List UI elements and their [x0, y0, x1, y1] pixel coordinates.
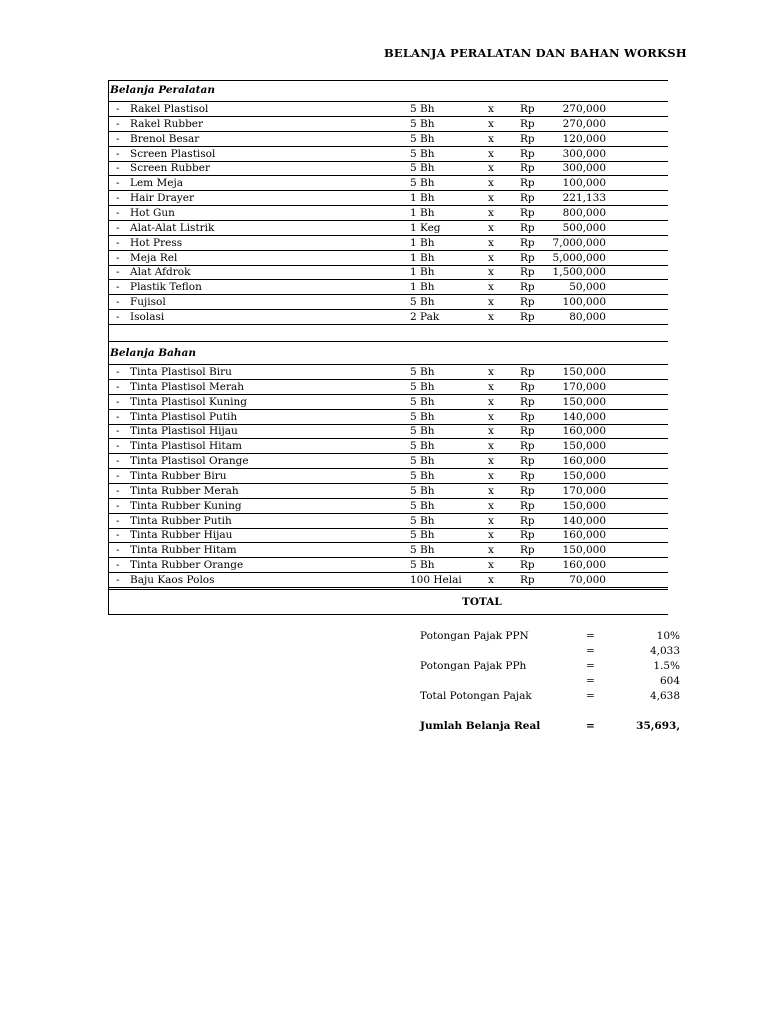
table-row [108, 161, 668, 176]
item-quantity: 5 Bh [410, 410, 435, 423]
table-row [108, 469, 668, 484]
item-name: Tinta Rubber Hitam [130, 544, 237, 557]
item-quantity: 1 Bh [410, 251, 435, 264]
row-divider [108, 324, 668, 325]
multiply-sign: x [488, 162, 494, 175]
equals-sign: = [586, 660, 595, 672]
bullet-dash: - [116, 132, 120, 145]
table-row [108, 147, 668, 162]
currency-label: Rp [520, 206, 535, 219]
item-name: Hot Press [130, 236, 183, 249]
item-name: Hot Gun [130, 206, 175, 219]
item-quantity: 5 Bh [410, 469, 435, 482]
summary-value: 4,638 [649, 690, 680, 702]
table-row [108, 380, 668, 395]
item-quantity: 5 Bh [410, 177, 435, 190]
currency-label: Rp [520, 544, 535, 557]
multiply-sign: x [488, 310, 494, 323]
total-top-line [108, 589, 668, 590]
multiply-sign: x [488, 380, 494, 393]
item-quantity: 5 Bh [410, 499, 435, 512]
item-name: Tinta Rubber Orange [130, 559, 244, 572]
multiply-sign: x [488, 484, 494, 497]
item-quantity: 5 Bh [410, 484, 435, 497]
bullet-dash: - [116, 573, 120, 586]
currency-label: Rp [520, 221, 535, 234]
currency-label: Rp [520, 296, 535, 309]
item-price: 80,000 [569, 310, 606, 323]
item-quantity: 5 Bh [410, 529, 435, 542]
item-name: Meja Rel [130, 251, 178, 264]
item-price: 70,000 [569, 573, 606, 586]
item-name: Tinta Rubber Putih [130, 514, 232, 527]
item-price: 270,000 [562, 117, 606, 130]
bullet-dash: - [116, 410, 120, 423]
multiply-sign: x [488, 132, 494, 145]
currency-label: Rp [520, 103, 535, 115]
item-quantity: 2 Pak [410, 310, 440, 323]
item-quantity: 5 Bh [410, 366, 435, 378]
section-heading-bahan: Belanja Bahan [110, 347, 196, 359]
item-name: Tinta Plastisol Putih [130, 410, 238, 423]
table-row [108, 265, 668, 280]
table-row [108, 295, 668, 310]
equals-sign: = [586, 675, 595, 687]
multiply-sign: x [488, 117, 494, 130]
item-quantity: 5 Bh [410, 117, 435, 130]
multiply-sign: x [488, 366, 494, 378]
summary-label: Potongan Pajak PPN [420, 630, 529, 642]
equals-sign: = [586, 630, 595, 642]
summary-value: 4,033 [649, 645, 680, 657]
bullet-dash: - [116, 236, 120, 249]
summary-row [420, 644, 680, 658]
currency-label: Rp [520, 132, 535, 145]
item-price: 150,000 [562, 395, 606, 408]
bullet-dash: - [116, 162, 120, 175]
item-price: 170,000 [562, 380, 606, 393]
currency-label: Rp [520, 573, 535, 586]
table-row [108, 573, 668, 588]
table-row [108, 251, 668, 266]
item-price: 160,000 [562, 455, 606, 468]
equals-sign: = [586, 690, 595, 702]
total-label: TOTAL [462, 596, 502, 608]
summary-value: 10% [656, 630, 680, 642]
summary-row [420, 629, 680, 643]
item-quantity: 5 Bh [410, 425, 435, 438]
section-divider [108, 341, 668, 342]
item-name: Rakel Rubber [130, 117, 204, 130]
item-name: Screen Rubber [130, 162, 210, 175]
bullet-dash: - [116, 425, 120, 438]
item-name: Hair Drayer [130, 192, 194, 205]
table-row [108, 365, 668, 380]
item-name: Screen Plastisol [130, 147, 216, 160]
bullet-dash: - [116, 251, 120, 264]
item-price: 500,000 [562, 221, 606, 234]
summary-value: 35,693, [636, 720, 680, 732]
bullet-dash: - [116, 192, 120, 205]
bullet-dash: - [116, 544, 120, 557]
bullet-dash: - [116, 206, 120, 219]
multiply-sign: x [488, 281, 494, 294]
table-row [108, 310, 668, 325]
item-name: Fujisol [130, 296, 166, 309]
currency-label: Rp [520, 425, 535, 438]
bullet-dash: - [116, 469, 120, 482]
currency-label: Rp [520, 192, 535, 205]
table-row [108, 117, 668, 132]
item-quantity: 5 Bh [410, 544, 435, 557]
item-name: Tinta Plastisol Biru [130, 366, 232, 378]
bullet-dash: - [116, 514, 120, 527]
table-row [108, 499, 668, 514]
item-quantity: 5 Bh [410, 296, 435, 309]
multiply-sign: x [488, 544, 494, 557]
item-price: 140,000 [562, 410, 606, 423]
equals-sign: = [586, 720, 595, 732]
table-top-line [108, 80, 668, 81]
item-price: 150,000 [562, 469, 606, 482]
item-price: 7,000,000 [552, 236, 606, 249]
item-price: 800,000 [562, 206, 606, 219]
multiply-sign: x [488, 266, 494, 279]
item-quantity: 5 Bh [410, 103, 435, 115]
multiply-sign: x [488, 236, 494, 249]
item-name: Alat-Alat Listrik [130, 221, 215, 234]
item-price: 270,000 [562, 103, 606, 115]
multiply-sign: x [488, 559, 494, 572]
item-price: 120,000 [562, 132, 606, 145]
table-row [108, 424, 668, 439]
multiply-sign: x [488, 177, 494, 190]
bullet-dash: - [116, 366, 120, 378]
currency-label: Rp [520, 395, 535, 408]
summary-value: 1.5% [653, 660, 680, 672]
item-quantity: 5 Bh [410, 395, 435, 408]
table-row [108, 514, 668, 529]
bullet-dash: - [116, 103, 120, 115]
item-quantity: 100 Helai [410, 573, 462, 586]
table-row [108, 454, 668, 469]
multiply-sign: x [488, 440, 494, 453]
currency-label: Rp [520, 380, 535, 393]
bullet-dash: - [116, 440, 120, 453]
multiply-sign: x [488, 499, 494, 512]
bullet-dash: - [116, 221, 120, 234]
table-row [108, 484, 668, 499]
multiply-sign: x [488, 206, 494, 219]
currency-label: Rp [520, 499, 535, 512]
item-quantity: 5 Bh [410, 455, 435, 468]
summary-label: Jumlah Belanja Real [420, 720, 541, 732]
multiply-sign: x [488, 410, 494, 423]
bullet-dash: - [116, 529, 120, 542]
currency-label: Rp [520, 236, 535, 249]
currency-label: Rp [520, 514, 535, 527]
item-price: 100,000 [562, 296, 606, 309]
currency-label: Rp [520, 440, 535, 453]
multiply-sign: x [488, 573, 494, 586]
item-name: Tinta Rubber Biru [130, 469, 227, 482]
item-name: Tinta Rubber Merah [130, 484, 239, 497]
summary-label: Potongan Pajak PPh [420, 660, 527, 672]
item-quantity: 5 Bh [410, 132, 435, 145]
item-quantity: 1 Bh [410, 281, 435, 294]
bullet-dash: - [116, 484, 120, 497]
page-title: BELANJA PERALATAN DAN BAHAN WORKSH [384, 46, 687, 60]
item-name: Tinta Rubber Kuning [130, 499, 242, 512]
table-row [108, 410, 668, 425]
summary-value: 604 [659, 675, 680, 687]
multiply-sign: x [488, 296, 494, 309]
multiply-sign: x [488, 395, 494, 408]
bullet-dash: - [116, 395, 120, 408]
currency-label: Rp [520, 162, 535, 175]
item-price: 100,000 [562, 177, 606, 190]
currency-label: Rp [520, 251, 535, 264]
currency-label: Rp [520, 281, 535, 294]
item-price: 150,000 [562, 366, 606, 378]
table-row [108, 558, 668, 573]
item-price: 150,000 [562, 544, 606, 557]
multiply-sign: x [488, 514, 494, 527]
item-name: Brenol Besar [130, 132, 200, 145]
item-name: Isolasi [130, 310, 165, 323]
table-row [108, 191, 668, 206]
summary-row [420, 719, 680, 733]
item-name: Plastik Teflon [130, 281, 202, 294]
item-price: 1,500,000 [552, 266, 606, 279]
currency-label: Rp [520, 117, 535, 130]
item-quantity: 1 Bh [410, 192, 435, 205]
summary-row [420, 689, 680, 703]
table-row [108, 236, 668, 251]
table-row [108, 206, 668, 221]
bullet-dash: - [116, 559, 120, 572]
item-price: 160,000 [562, 425, 606, 438]
table-row [108, 528, 668, 543]
equals-sign: = [586, 645, 595, 657]
currency-label: Rp [520, 177, 535, 190]
item-name: Lem Meja [130, 177, 183, 190]
multiply-sign: x [488, 147, 494, 160]
multiply-sign: x [488, 455, 494, 468]
table-row [108, 439, 668, 454]
bullet-dash: - [116, 310, 120, 323]
currency-label: Rp [520, 455, 535, 468]
item-price: 300,000 [562, 147, 606, 160]
item-quantity: 5 Bh [410, 147, 435, 160]
currency-label: Rp [520, 266, 535, 279]
bullet-dash: - [116, 296, 120, 309]
bullet-dash: - [116, 455, 120, 468]
summary-row [420, 674, 680, 688]
multiply-sign: x [488, 251, 494, 264]
item-price: 170,000 [562, 484, 606, 497]
item-name: Tinta Plastisol Hitam [130, 440, 242, 453]
summary-row [420, 659, 680, 673]
currency-label: Rp [520, 469, 535, 482]
item-price: 140,000 [562, 514, 606, 527]
table-row [108, 221, 668, 236]
table-row [108, 280, 668, 295]
bullet-dash: - [116, 380, 120, 393]
item-price: 50,000 [569, 281, 606, 294]
item-name: Baju Kaos Polos [130, 573, 215, 586]
currency-label: Rp [520, 310, 535, 323]
item-quantity: 5 Bh [410, 514, 435, 527]
item-name: Tinta Plastisol Hijau [130, 425, 238, 438]
item-price: 160,000 [562, 529, 606, 542]
item-quantity: 1 Keg [410, 221, 441, 234]
currency-label: Rp [520, 366, 535, 378]
item-name: Tinta Plastisol Kuning [130, 395, 247, 408]
row-divider [108, 587, 668, 588]
bullet-dash: - [116, 266, 120, 279]
currency-label: Rp [520, 147, 535, 160]
item-quantity: 5 Bh [410, 440, 435, 453]
multiply-sign: x [488, 192, 494, 205]
table-row [108, 395, 668, 410]
item-quantity: 1 Bh [410, 206, 435, 219]
item-price: 150,000 [562, 499, 606, 512]
item-name: Tinta Plastisol Merah [130, 380, 245, 393]
item-price: 5,000,000 [552, 251, 606, 264]
bullet-dash: - [116, 147, 120, 160]
bullet-dash: - [116, 281, 120, 294]
summary-label: Total Potongan Pajak [420, 690, 532, 702]
item-price: 221,133 [562, 192, 606, 205]
item-quantity: 1 Bh [410, 266, 435, 279]
table-row [108, 132, 668, 147]
item-price: 300,000 [562, 162, 606, 175]
table-row [108, 102, 668, 117]
currency-label: Rp [520, 410, 535, 423]
item-name: Tinta Rubber Hijau [130, 529, 233, 542]
multiply-sign: x [488, 469, 494, 482]
multiply-sign: x [488, 221, 494, 234]
multiply-sign: x [488, 425, 494, 438]
multiply-sign: x [488, 103, 494, 115]
multiply-sign: x [488, 529, 494, 542]
item-price: 150,000 [562, 440, 606, 453]
table-row [108, 543, 668, 558]
item-price: 160,000 [562, 559, 606, 572]
table-bottom-line [108, 614, 668, 615]
item-quantity: 1 Bh [410, 236, 435, 249]
currency-label: Rp [520, 559, 535, 572]
item-name: Alat Afdrok [130, 266, 191, 279]
item-quantity: 5 Bh [410, 380, 435, 393]
currency-label: Rp [520, 484, 535, 497]
table-row [108, 176, 668, 191]
currency-label: Rp [520, 529, 535, 542]
section-heading-peralatan: Belanja Peralatan [110, 84, 215, 96]
bullet-dash: - [116, 117, 120, 130]
item-name: Tinta Plastisol Orange [130, 455, 249, 468]
bullet-dash: - [116, 177, 120, 190]
item-quantity: 5 Bh [410, 559, 435, 572]
item-name: Rakel Plastisol [130, 103, 209, 115]
bullet-dash: - [116, 499, 120, 512]
item-quantity: 5 Bh [410, 162, 435, 175]
